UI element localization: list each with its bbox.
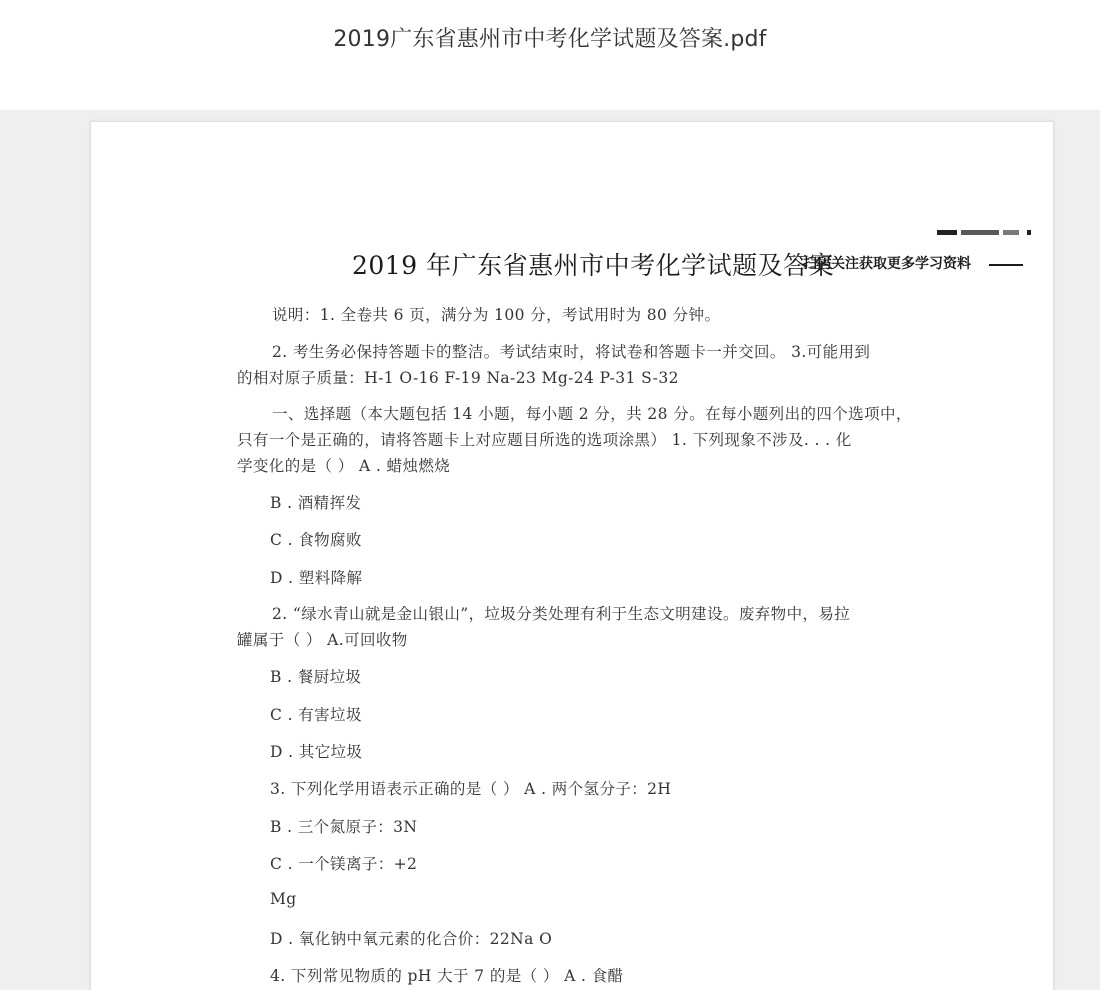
doc-line: B . 餐厨垃圾 — [270, 668, 362, 686]
doc-line: B . 三个氮原子：3N — [270, 818, 418, 836]
doc-line: 学变化的是（ ） A . 蜡烛燃烧 — [237, 457, 451, 475]
pdf-page — [90, 121, 1054, 990]
corner-mark — [937, 230, 1033, 236]
doc-line: 罐属于（ ） A.可回收物 — [237, 631, 408, 649]
doc-line: 的相对原子质量：H-1 O-16 F-19 Na-23 Mg-24 P-31 S-32 — [237, 369, 679, 387]
doc-line: D . 氧化钠中氧元素的化合价：22Na O — [270, 930, 553, 948]
doc-line: 2. “绿水青山就是金山银山”，垃圾分类处理有利于生态文明建设。废弃物中，易拉 — [272, 605, 851, 623]
doc-line: B . 酒精挥发 — [270, 494, 362, 512]
doc-line: C . 食物腐败 — [270, 531, 362, 549]
doc-line: D . 其它垃圾 — [270, 743, 363, 761]
doc-line: C . 有害垃圾 — [270, 706, 362, 724]
doc-line: 4. 下列常见物质的 pH 大于 7 的是（ ） A . 食醋 — [270, 967, 624, 985]
doc-line: Mg — [270, 890, 297, 908]
doc-line: 说明：1. 全卷共 6 页，满分为 100 分，考试用时为 80 分钟。 — [272, 306, 721, 324]
file-title: 2019广东省惠州市中考化学试题及答案.pdf — [333, 27, 767, 52]
watermark-line — [989, 264, 1023, 266]
doc-line: 一、选择题（本大题包括 14 小题，每小题 2 分，共 28 分。在每小题列出的四个选项中， — [272, 405, 912, 423]
document-title: 2019 年广东省惠州市中考化学试题及答案 — [352, 251, 835, 280]
watermark-text: 扫码关注获取更多学习资料 — [803, 256, 971, 272]
doc-line: 只有一个是正确的，请将答题卡上对应题目所选的选项涂黑） 1. 下列现象不涉及. . . 化 — [237, 431, 852, 449]
doc-line: C . 一个镁离子：+2 — [270, 855, 418, 873]
doc-line: 3. 下列化学用语表示正确的是（ ） A . 两个氢分子：2H — [270, 780, 672, 798]
file-header — [0, 0, 1100, 110]
doc-line: 2. 考生务必保持答题卡的整洁。考试结束时，将试卷和答题卡一并交回。 3.可能用到 — [272, 343, 871, 361]
doc-line: D . 塑料降解 — [270, 569, 363, 587]
